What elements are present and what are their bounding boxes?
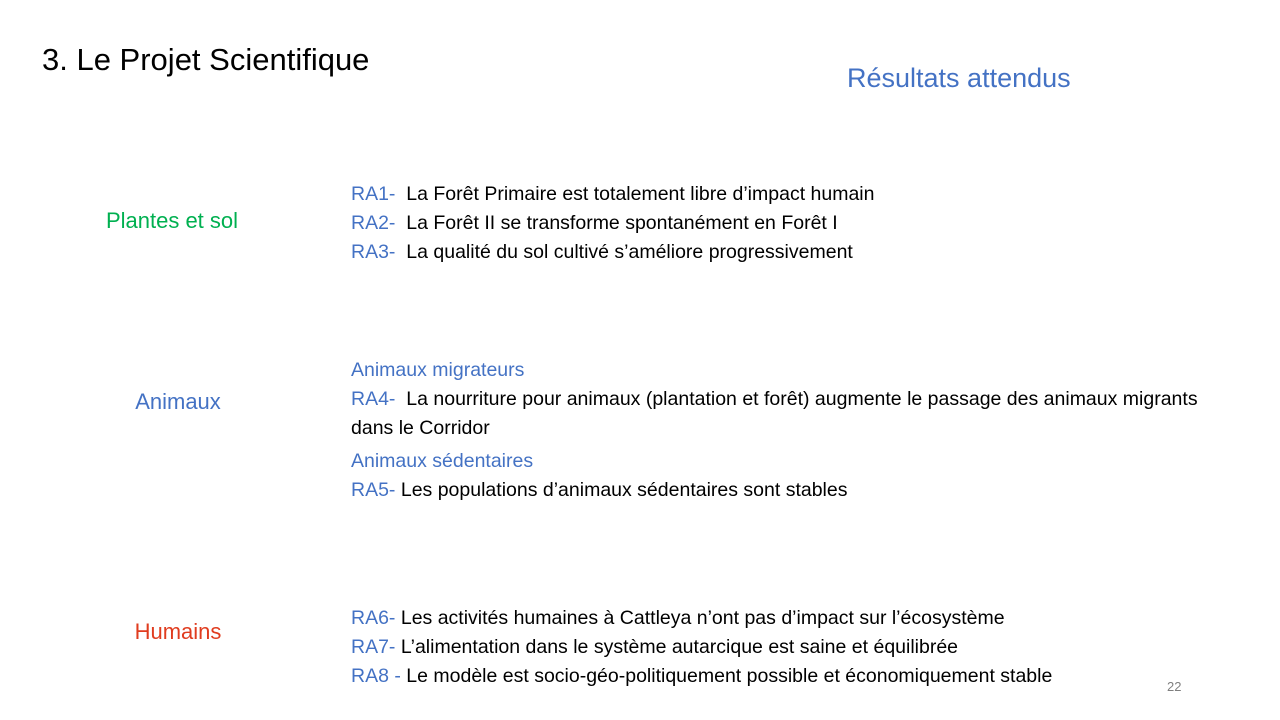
result-code: RA3- bbox=[351, 241, 396, 263]
result-text: La Forêt Primaire est totalement libre d’impact humain bbox=[406, 183, 875, 205]
result-ra1 bbox=[351, 180, 874, 209]
slide-title: 3. Le Projet Scientifique bbox=[42, 42, 370, 77]
result-ra8 bbox=[351, 662, 1052, 691]
humans-results bbox=[351, 604, 1052, 691]
result-ra5 bbox=[351, 476, 1231, 505]
result-code: RA5- bbox=[351, 479, 396, 501]
result-code: RA6- bbox=[351, 607, 396, 629]
animals-results bbox=[351, 356, 1231, 505]
result-text: Les populations d’animaux sédentaires sont stables bbox=[400, 479, 848, 501]
result-text: La qualité du sol cultivé s’améliore progressivement bbox=[406, 241, 853, 263]
result-code: RA1- bbox=[351, 183, 396, 205]
category-plants: Plantes et sol bbox=[105, 208, 239, 233]
section-title: Résultats attendus bbox=[847, 63, 1071, 93]
result-text: Les activités humaines à Cattleya n’ont pas d’impact sur l’écosystème bbox=[400, 607, 1005, 629]
plants-results bbox=[351, 180, 874, 267]
result-text: L’alimentation dans le système autarcique est saine et équilibrée bbox=[400, 636, 959, 658]
category-animals: Animaux bbox=[135, 389, 221, 414]
result-text: La nourriture pour animaux (plantation et forêt) augmente le passage des animaux migrants dans le Corridor bbox=[351, 388, 1198, 439]
result-ra6 bbox=[351, 604, 1052, 633]
result-ra4 bbox=[351, 385, 1231, 443]
result-code: RA7- bbox=[351, 636, 396, 658]
result-text: Le modèle est socio-géo-politiquement possible et économiquement stable bbox=[406, 665, 1053, 687]
result-ra2 bbox=[351, 209, 874, 238]
result-code: RA8 - bbox=[351, 665, 401, 687]
result-code: RA4- bbox=[351, 388, 396, 410]
result-ra3 bbox=[351, 238, 874, 267]
result-code: RA2- bbox=[351, 212, 396, 234]
category-humans: Humains bbox=[134, 619, 222, 644]
sedentary-heading: Animaux sédentaires bbox=[351, 450, 534, 472]
result-ra7 bbox=[351, 633, 1052, 662]
page-number: 22 bbox=[1167, 679, 1182, 694]
result-text: La Forêt II se transforme spontanément en Forêt I bbox=[406, 212, 838, 234]
migrants-heading: Animaux migrateurs bbox=[351, 359, 525, 381]
